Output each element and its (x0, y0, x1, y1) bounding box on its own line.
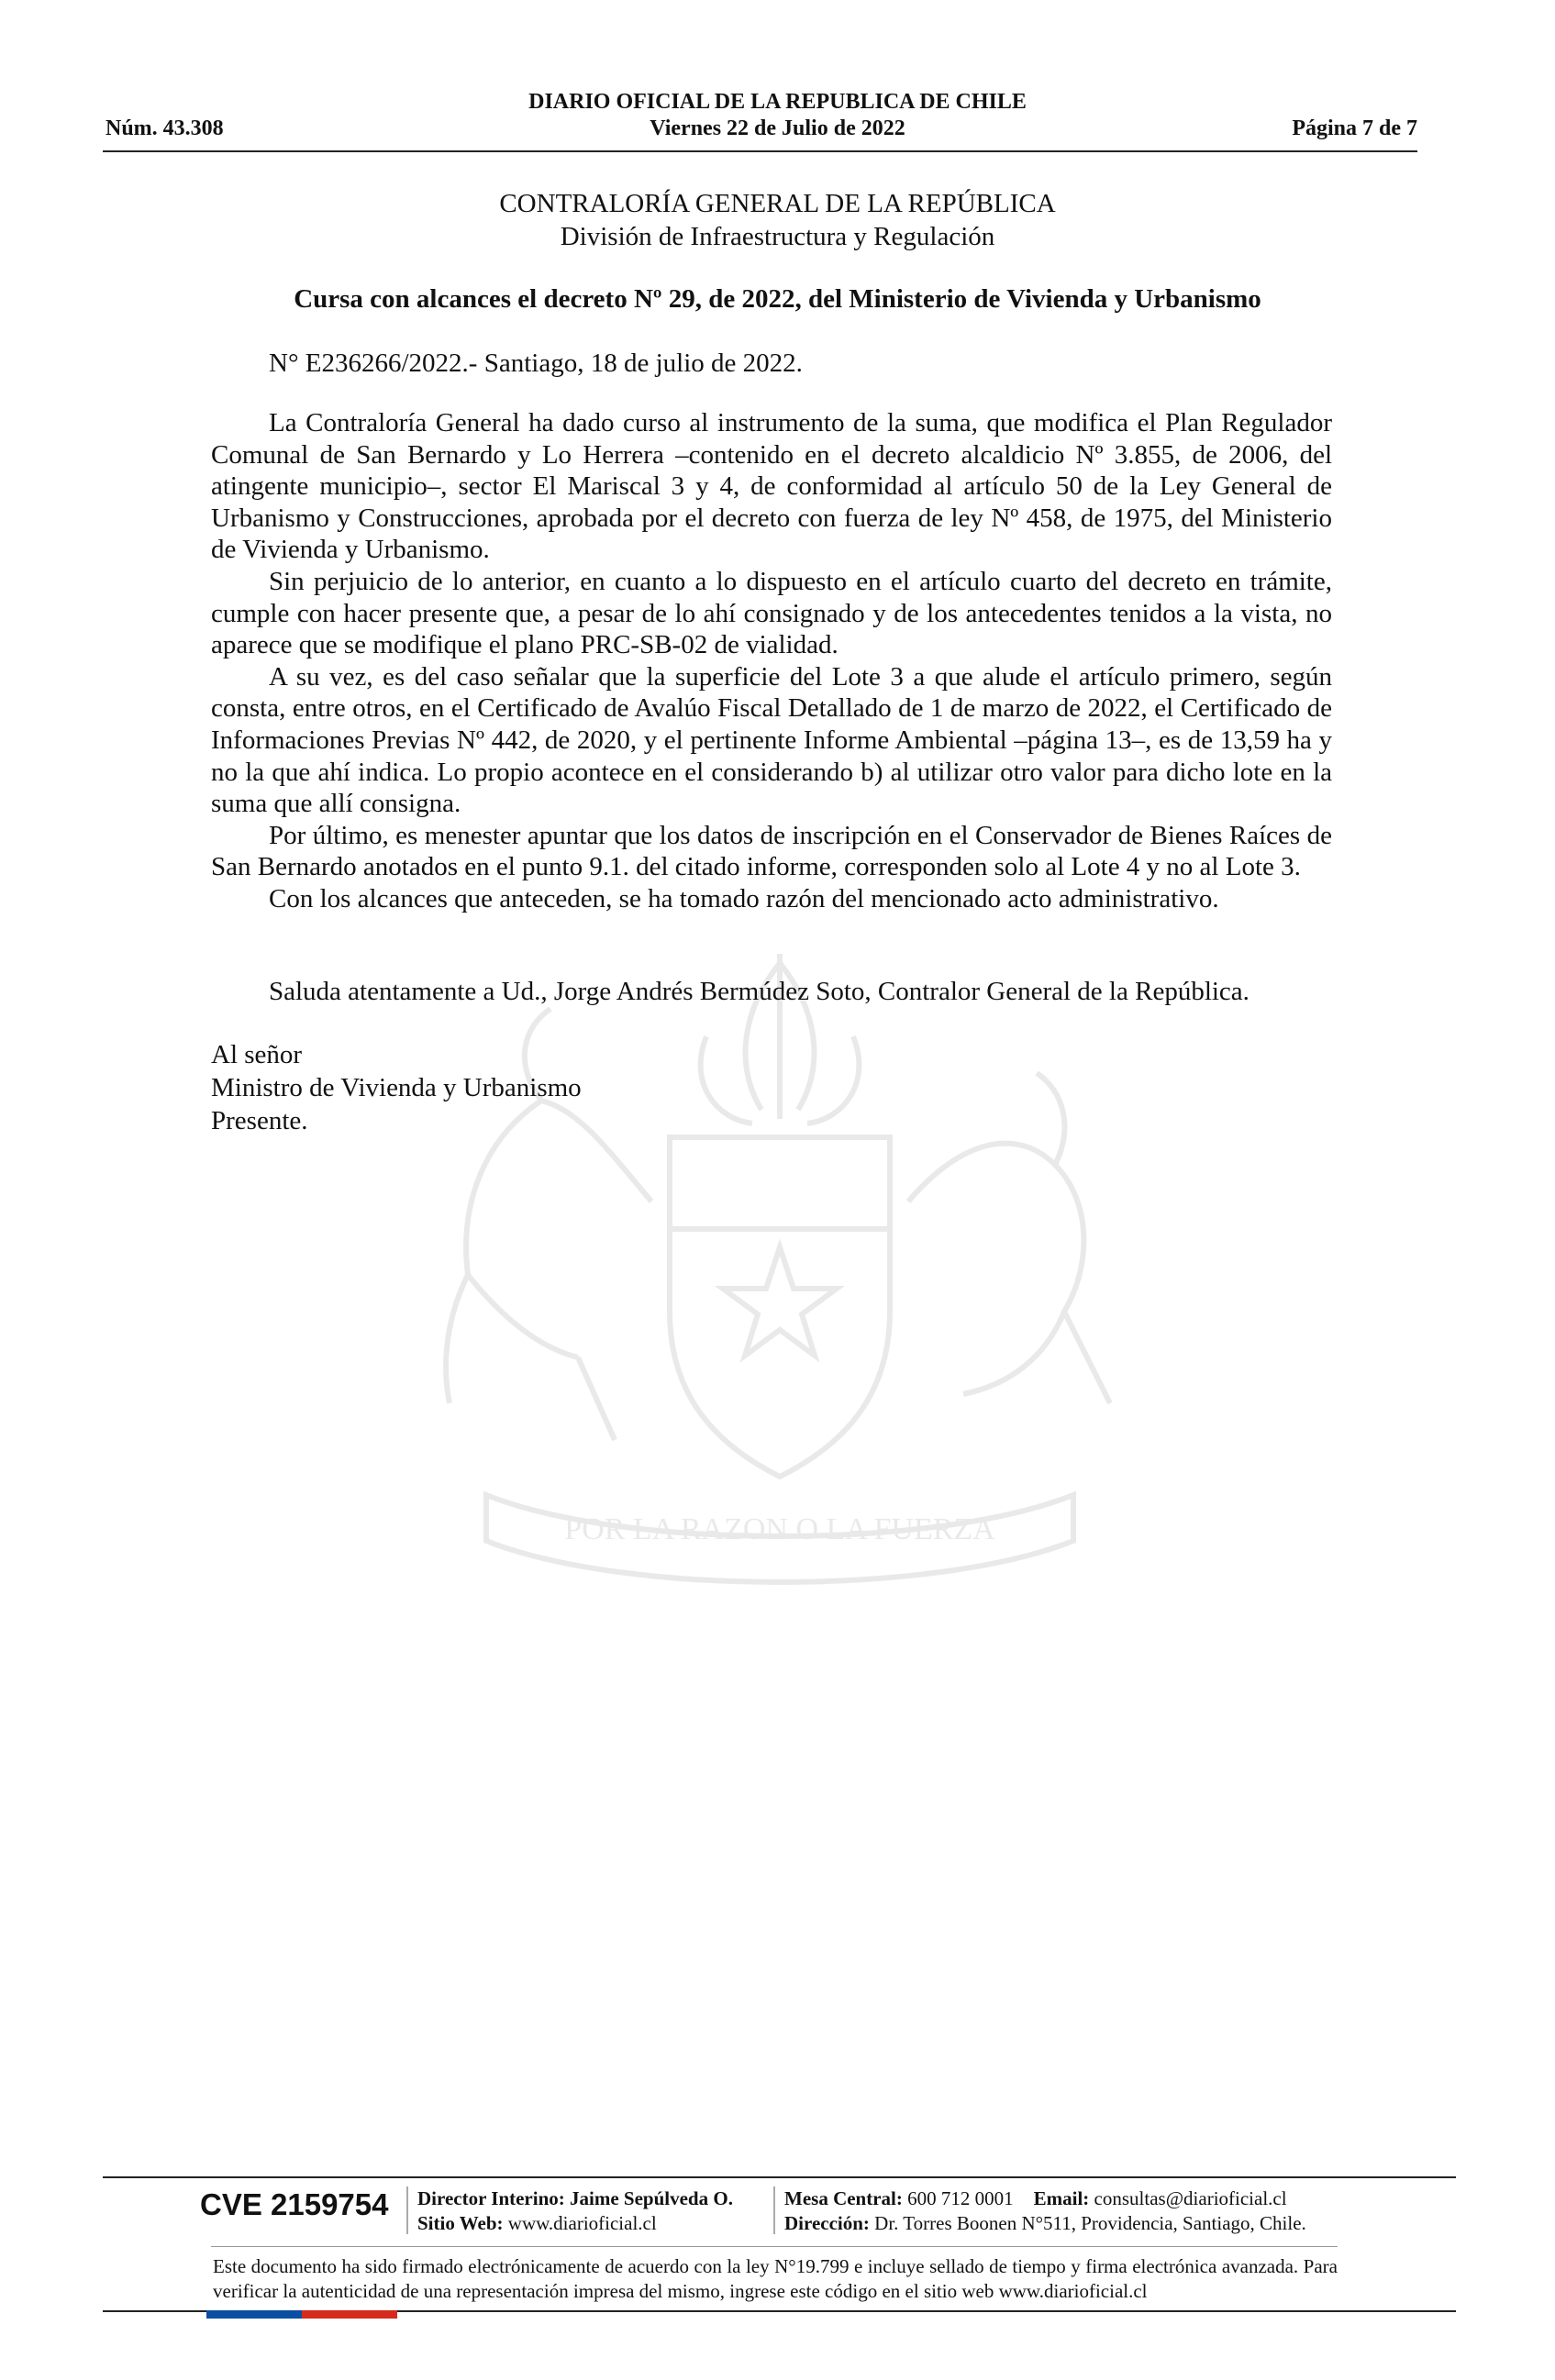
paragraph: Con los alcances que anteceden, se ha tomado razón del mencionado acto administrativo. (269, 883, 1219, 913)
addressee-line: Presente. (211, 1106, 308, 1135)
address-label: Dirección: (784, 2212, 870, 2234)
addressee-line: Ministro de Vivienda y Urbanismo (211, 1073, 582, 1102)
flag-stripe-red (302, 2310, 397, 2319)
issue-date: Viernes 22 de Julio de 2022 (650, 116, 905, 140)
addressee-block (211, 1038, 582, 1137)
footer-divider-top (103, 2176, 1456, 2178)
paragraph: Por último, es menester apuntar que los datos de inscripción en el Conservador de Bienes Raíces de San Bernardo anotados en el punto 9.1. del citado informe, corresponden solo al Lote 4 y no al Lote 3. (211, 820, 1332, 882)
paragraph: A su vez, es del caso señalar que la superficie del Lote 3 a que alude el artículo primero, según consta, entre otros, en el Certificado de Avalúo Fiscal Detallado de 1 de marzo de 2022, el Certificado de Informaciones Previas Nº 442, de 2020, y el pertinente Informe Ambiental –página 13–, es de 13,59 ha y no la que ahí indica. Lo propio acontece en el considerando b) al utilizar otro valor para dicho lote en la suma que allí consigna. (211, 661, 1332, 819)
footer-separator (773, 2186, 775, 2234)
institution-name: CONTRALORÍA GENERAL DE LA REPÚBLICA (499, 189, 1056, 218)
document-title: Cursa con alcances el decreto Nº 29, de 2022, del Ministerio de Vivienda y Urbanismo (294, 284, 1261, 314)
footer-director-block (417, 2186, 733, 2236)
header-divider (103, 150, 1417, 152)
footer-divider-mid (211, 2246, 1338, 2247)
website-label: Sitio Web: (417, 2212, 504, 2234)
paragraph: Sin perjuicio de lo anterior, en cuanto a lo dispuesto en el artículo cuarto del decreto en trámite, cumple con hacer presente que, a pesar de lo ahí consignado y de los antecedentes tenidos a la vista, no aparece que se modifique el plano PRC-SB-02 de vialidad. (211, 566, 1332, 660)
reference-line: N° E236266/2022.- Santiago, 18 de julio de 2022. (269, 349, 803, 378)
closing-greeting: Saluda atentamente a Ud., Jorge Andrés Bermúdez Soto, Contralor General de la República. (269, 977, 1250, 1006)
body-text (211, 407, 1332, 915)
director-name: Jaime Sepúlveda O. (570, 2187, 733, 2209)
division-name: División de Infraestructura y Regulación (560, 222, 995, 251)
flag-stripe-blue (206, 2310, 302, 2319)
email-label: Email: (1033, 2187, 1090, 2209)
email-link[interactable]: consultas@diarioficial.cl (1094, 2187, 1287, 2209)
footer-separator (406, 2186, 408, 2234)
address-value: Dr. Torres Boonen N°511, Providencia, Santiago, Chile. (874, 2212, 1306, 2234)
paragraph: La Contraloría General ha dado curso al instrumento de la suma, que modifica el Plan Regulador Comunal de San Bernardo y Lo Herrera –contenido en el decreto alcaldicio Nº 3.855, de 2006, del atingente municipio–, sector El Mariscal 3 y 4, de conformidad al artículo 50 de la Ley General de Urbanismo y Construcciones, aprobada por el decreto con fuerza de ley Nº 458, de 1975, del Ministerio de Vivienda y Urbanismo. (211, 408, 1332, 565)
footer-contact-block (784, 2186, 1306, 2236)
coat-of-arms-watermark (303, 926, 1257, 1623)
phone-label: Mesa Central: (784, 2187, 903, 2209)
issue-number: Núm. 43.308 (106, 116, 224, 140)
addressee-line: Al señor (211, 1040, 303, 1069)
gazette-title: DIARIO OFICIAL DE LA REPUBLICA DE CHILE (528, 90, 1027, 114)
director-label: Director Interino: (417, 2187, 565, 2209)
cve-code: CVE 2159754 (200, 2187, 389, 2221)
watermark-motto: POR LA RAZON O LA FUERZA (564, 1512, 995, 1546)
signature-note: Este documento ha sido firmado electrónicamente de acuerdo con la ley N°19.799 e incluye sellado de tiempo y firma electrónica avanzada. Para verificar la autenticidad de una representación impresa del mismo, ingrese este código en el sitio web www.diarioficial.cl (213, 2255, 1338, 2302)
phone-value: 600 712 0001 (907, 2187, 1014, 2209)
website-link[interactable]: www.diarioficial.cl (507, 2212, 657, 2234)
page-indicator: Página 7 de 7 (1292, 116, 1417, 140)
